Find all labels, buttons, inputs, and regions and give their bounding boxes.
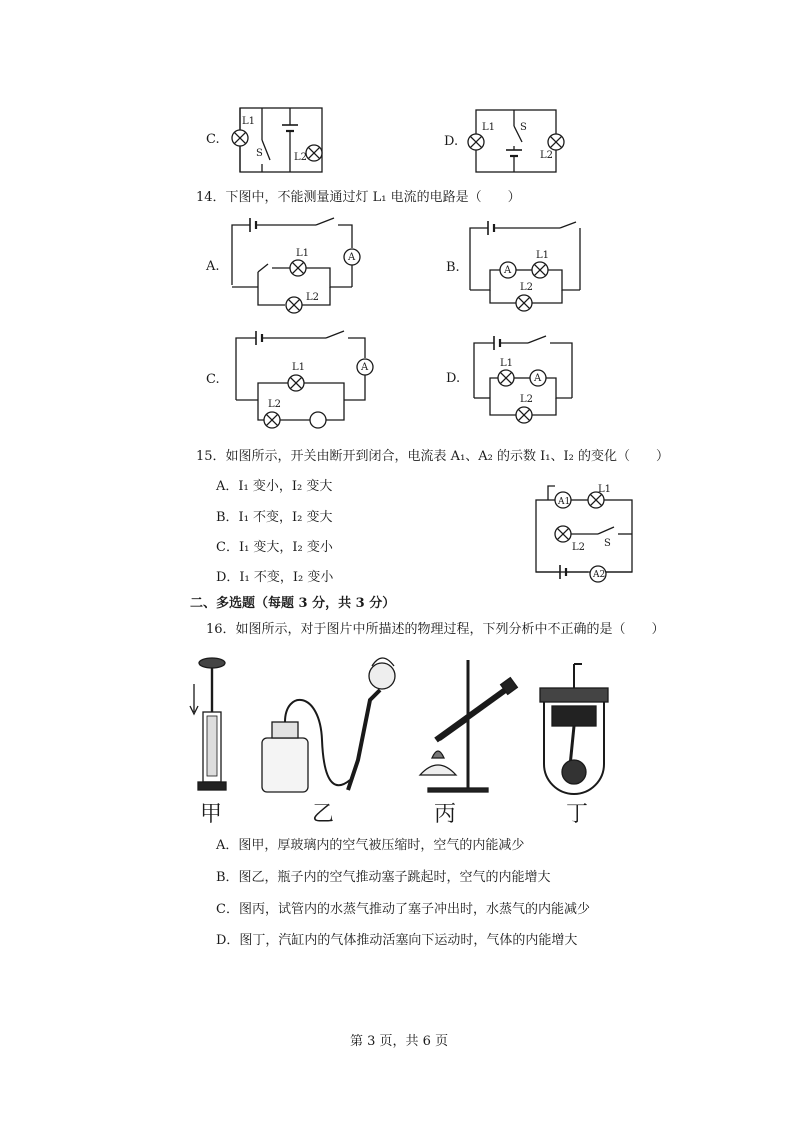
label-s: S — [604, 538, 611, 549]
ammeter-icon — [310, 412, 326, 428]
figure-jia — [190, 658, 226, 790]
ammeter-label: A — [361, 362, 369, 373]
circuit-14a — [232, 218, 360, 313]
lamp-icon — [290, 260, 306, 276]
circuit-14b — [470, 221, 580, 311]
label-l2: L2 — [572, 542, 586, 553]
label-l2: L2 — [294, 152, 308, 163]
label-s: S — [256, 148, 263, 159]
q16-stem: 16．如图所示，对于图片中所描述的物理过程，下列分析中不正确的是（ ） — [206, 622, 665, 637]
ammeter-label: A — [348, 252, 356, 263]
lamp-icon — [532, 262, 548, 278]
label-l2: L2 — [306, 292, 320, 303]
label-l2: L2 — [268, 399, 282, 410]
q16-option-c: C．图丙，试管内的水蒸气推动了塞子冲出时，水蒸气的内能减少 — [216, 902, 590, 917]
lamp-icon — [498, 370, 514, 386]
label-l2: L2 — [520, 394, 534, 405]
circuit-15 — [536, 486, 632, 582]
q14-option-a: A. — [206, 259, 220, 274]
q15-option-d: D．I₁ 不变，I₂ 变小 — [216, 570, 334, 585]
q15-option-a: A．I₁ 变小，I₂ 变大 — [216, 479, 333, 494]
caption-jia: 甲 — [200, 802, 223, 827]
lamp-icon — [555, 526, 571, 542]
q15-stem: 15．如图所示，开关由断开到闭合，电流表 A₁、A₂ 的示数 I₁、I₂ 的变化（ ） — [196, 449, 669, 464]
q15-option-b: B．I₁ 不变，I₂ 变大 — [216, 510, 333, 525]
label-l1: L1 — [242, 116, 256, 127]
circuit-14c — [236, 331, 373, 428]
q14-option-c: C. — [206, 372, 220, 387]
label-s: S — [520, 122, 527, 133]
caption-bing: 丙 — [434, 802, 457, 827]
ammeter-a1-label: A1 — [558, 497, 571, 507]
label-l1: L1 — [500, 358, 514, 369]
label-l2: L2 — [520, 282, 534, 293]
lamp-icon — [516, 407, 532, 423]
ammeter-a2-label: A2 — [593, 570, 606, 580]
caption-yi: 乙 — [312, 802, 335, 827]
lamp-icon — [306, 145, 322, 161]
option-c-label: C. — [206, 132, 220, 147]
q16-option-b: B．图乙，瓶子内的空气推动塞子跳起时，空气的内能增大 — [216, 870, 551, 885]
lamp-icon — [468, 134, 484, 150]
lamp-icon — [232, 130, 248, 146]
label-l2: L2 — [540, 150, 554, 161]
lamp-icon — [288, 375, 304, 391]
option-d-label: D. — [444, 134, 459, 149]
caption-ding: 丁 — [566, 802, 589, 827]
q14-stem: 14．下图中，不能测量通过灯 L₁ 电流的电路是（ ） — [196, 190, 521, 205]
q14-option-b: B. — [446, 260, 460, 275]
label-l1: L1 — [482, 122, 496, 133]
figure-bing — [420, 660, 517, 792]
lamp-icon — [264, 412, 280, 428]
lamp-icon — [516, 295, 532, 311]
lamp-icon — [286, 297, 302, 313]
label-l1: L1 — [598, 484, 612, 495]
q14-option-d: D. — [446, 371, 461, 386]
label-l1: L1 — [292, 362, 306, 373]
label-l1: L1 — [536, 250, 550, 261]
ammeter-label: A — [534, 373, 542, 384]
page-footer: 第 3 页，共 6 页 — [350, 1034, 449, 1049]
q16-option-a: A．图甲，厚玻璃内的空气被压缩时，空气的内能减少 — [216, 838, 525, 853]
label-l1: L1 — [296, 248, 310, 259]
q16-option-d: D．图丁，汽缸内的气体推动活塞向下运动时，气体的内能增大 — [216, 933, 578, 948]
section-heading: 二、多选题（每题 3 分，共 3 分） — [190, 596, 396, 611]
figure-ding — [540, 664, 608, 794]
figure-yi — [262, 658, 395, 792]
circuit-14d — [474, 336, 572, 423]
q15-option-c: C．I₁ 变大，I₂ 变小 — [216, 540, 333, 555]
ammeter-label: A — [504, 265, 512, 276]
